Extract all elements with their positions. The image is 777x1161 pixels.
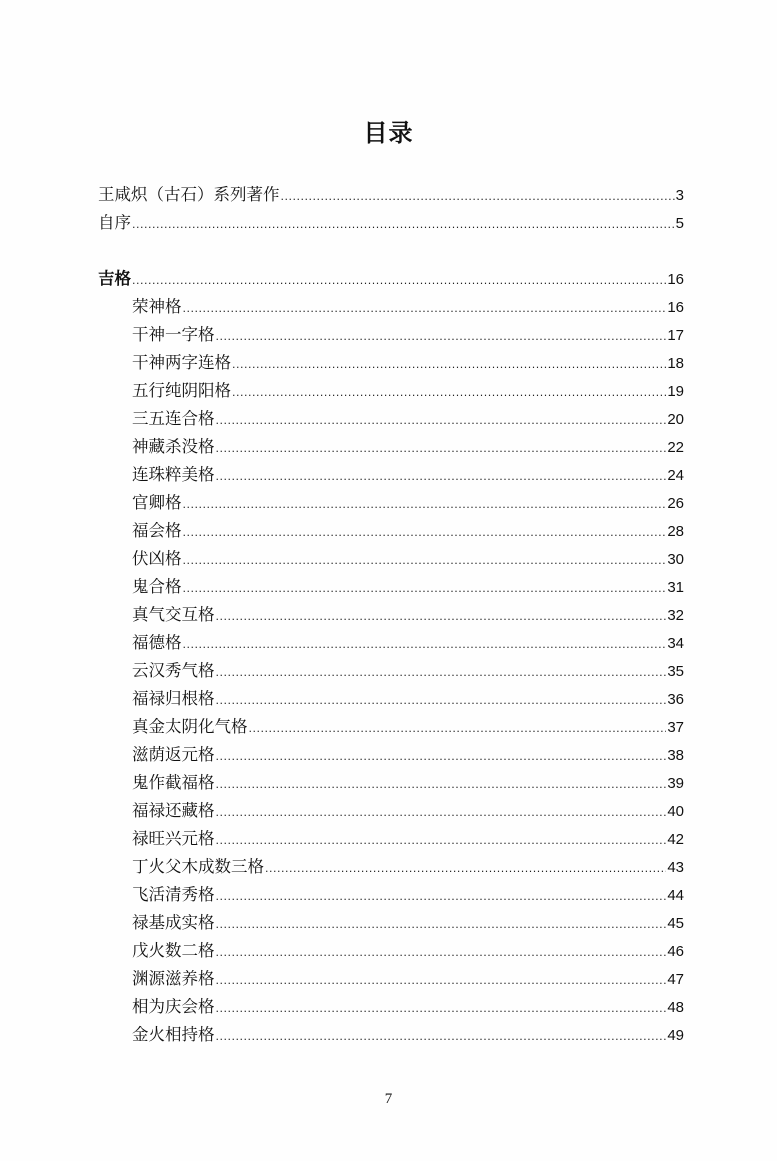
toc-entry: [98, 293, 684, 321]
toc-entry-label: 三五连合格: [132, 409, 215, 428]
toc-entry-label: 渊源滋养格: [132, 969, 215, 988]
toc-entry-label: 戊火数二格: [132, 941, 215, 960]
toc-section-label: 吉格: [98, 269, 131, 288]
dot-leader: [183, 575, 667, 603]
toc-entry-page: 37: [667, 719, 684, 736]
toc-entry-label: 干神两字连格: [132, 353, 231, 372]
toc-entry-page: 38: [667, 747, 684, 764]
toc-front-matter: [98, 181, 684, 237]
dot-leader: [216, 827, 667, 855]
toc-entry-page: 5: [675, 215, 684, 232]
toc-entry: [98, 181, 684, 209]
toc-entry-label: 鬼合格: [132, 577, 182, 596]
dot-leader: [216, 911, 667, 939]
toc-entry: [98, 433, 684, 461]
dot-leader: [216, 323, 667, 351]
toc-entry-page: 36: [667, 691, 684, 708]
dot-leader: [183, 547, 667, 575]
toc-entry: [98, 881, 684, 909]
toc-entry-label: 丁火父木成数三格: [132, 857, 264, 876]
toc-entry-label: 福会格: [132, 521, 182, 540]
dot-leader: [216, 799, 667, 827]
toc-entry: [98, 573, 684, 601]
toc-entry-label: 禄旺兴元格: [132, 829, 215, 848]
dot-leader: [232, 379, 666, 407]
toc-entry-label: 真气交互格: [132, 605, 215, 624]
toc-entry: [98, 965, 684, 993]
toc-entry-page: 47: [667, 971, 684, 988]
toc-entry-label: 福德格: [132, 633, 182, 652]
toc-entry-label: 滋荫返元格: [132, 745, 215, 764]
toc-entry-label: 飞活清秀格: [132, 885, 215, 904]
dot-leader: [281, 183, 675, 211]
dot-leader: [216, 883, 667, 911]
toc-entry: [98, 1021, 684, 1049]
page-number: 7: [384, 1091, 393, 1107]
toc-entry: [98, 629, 684, 657]
toc-entry-page: 44: [667, 887, 684, 904]
toc-entry-page: 42: [667, 831, 684, 848]
toc-entry-page: 17: [667, 327, 684, 344]
toc-entry-label: 云汉秀气格: [132, 661, 215, 680]
toc-entry-page: 32: [667, 607, 684, 624]
toc-entry-label: 五行纯阴阳格: [132, 381, 231, 400]
toc-entry-label: 相为庆会格: [132, 997, 215, 1016]
dot-leader: [216, 1023, 667, 1051]
toc-entry: [98, 657, 684, 685]
toc-entry-page: 49: [667, 1027, 684, 1044]
dot-leader: [265, 855, 666, 883]
toc-entry-label: 干神一字格: [132, 325, 215, 344]
toc-entry-page: 24: [667, 467, 684, 484]
dot-leader: [216, 995, 667, 1023]
page-title: 目录: [363, 119, 414, 147]
dot-leader: [216, 771, 667, 799]
toc-entry-label: 鬼作截福格: [132, 773, 215, 792]
toc-entry-page: 19: [667, 383, 684, 400]
dot-leader: [183, 491, 667, 519]
toc-entry: [98, 741, 684, 769]
toc-entry-label: 真金太阴化气格: [132, 717, 248, 736]
dot-leader: [216, 743, 667, 771]
toc-entry: [98, 349, 684, 377]
toc-entry-page: 34: [667, 635, 684, 652]
toc-entry-page: 45: [667, 915, 684, 932]
toc-entry-page: 35: [667, 663, 684, 680]
dot-leader: [216, 407, 667, 435]
toc-entry-label: 自序: [98, 213, 131, 232]
dot-leader: [249, 715, 667, 743]
toc-entry: [98, 937, 684, 965]
toc-entry-page: 39: [667, 775, 684, 792]
toc-entry: [98, 685, 684, 713]
toc-entry: [98, 993, 684, 1021]
toc-entry: [98, 377, 684, 405]
dot-leader: [232, 351, 666, 379]
toc-entry-label: 伏凶格: [132, 549, 182, 568]
toc-section-page: 16: [667, 271, 684, 288]
toc-entry-page: 31: [667, 579, 684, 596]
toc-entry-page: 16: [667, 299, 684, 316]
toc-entry-label: 禄基成实格: [132, 913, 215, 932]
toc-section-heading: [98, 265, 684, 293]
toc-entry-label: 福禄归根格: [132, 689, 215, 708]
dot-leader: [216, 659, 667, 687]
toc-entry-page: 18: [667, 355, 684, 372]
toc-entry-page: 22: [667, 439, 684, 456]
dot-leader: [183, 295, 667, 323]
toc-entry-page: 20: [667, 411, 684, 428]
toc-entry: [98, 545, 684, 573]
toc-entry: [98, 769, 684, 797]
toc-entry-label: 神藏杀没格: [132, 437, 215, 456]
toc-entry: [98, 601, 684, 629]
toc-entry-label: 王咸炽（古石）系列著作: [98, 185, 280, 204]
toc-entry-label: 官卿格: [132, 493, 182, 512]
dot-leader: [216, 967, 667, 995]
toc-entry: [98, 909, 684, 937]
toc-entry: [98, 797, 684, 825]
toc-entry-page: 43: [667, 859, 684, 876]
toc-entry: [98, 461, 684, 489]
toc-entry: [98, 321, 684, 349]
toc-entry: [98, 853, 684, 881]
toc-entry: [98, 489, 684, 517]
toc-entry: [98, 713, 684, 741]
dot-leader: [216, 603, 667, 631]
toc-entry-label: 金火相持格: [132, 1025, 215, 1044]
toc-entry-page: 46: [667, 943, 684, 960]
toc-entry: [98, 209, 684, 237]
dot-leader: [132, 267, 666, 295]
dot-leader: [183, 519, 667, 547]
toc-entry-label: 连珠粹美格: [132, 465, 215, 484]
toc-entry-page: 26: [667, 495, 684, 512]
toc-entry-page: 3: [675, 187, 684, 204]
dot-leader: [216, 687, 667, 715]
toc-main-list: [98, 265, 684, 1049]
toc-entry: [98, 825, 684, 853]
toc-entry-page: 28: [667, 523, 684, 540]
toc-entry-page: 40: [667, 803, 684, 820]
toc-entry-page: 30: [667, 551, 684, 568]
toc-entry: [98, 405, 684, 433]
dot-leader: [216, 939, 667, 967]
dot-leader: [216, 463, 667, 491]
toc-entry: [98, 517, 684, 545]
toc-entry-label: 福禄还藏格: [132, 801, 215, 820]
dot-leader: [216, 435, 667, 463]
dot-leader: [132, 211, 675, 239]
dot-leader: [183, 631, 667, 659]
toc-entry-page: 48: [667, 999, 684, 1016]
toc-entry-label: 荣神格: [132, 297, 182, 316]
